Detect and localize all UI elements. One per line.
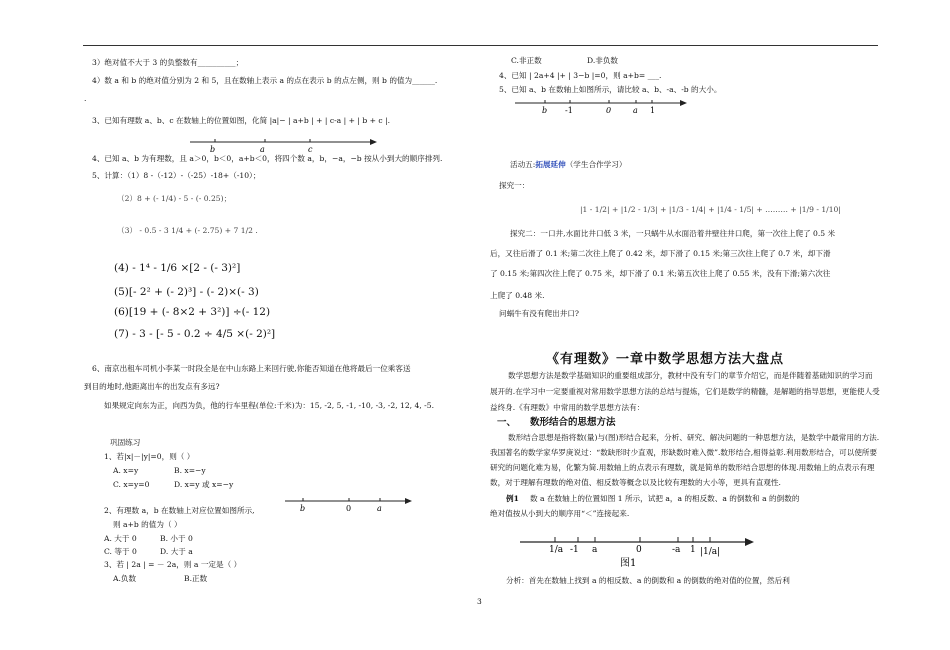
explore-1-label: 探究一： [499, 181, 530, 190]
example-1-text: 数 a 在数轴上的位置如图 1 所示，试把 a，a 的相反数、a 的倒数和 a 的倒数的 [530, 494, 800, 503]
exercise-3-option-b: B.正数 [184, 574, 208, 583]
problem-3: 3、已知有理数 a、b、c 在数轴上的位置如图，化简 |a|− | a+b | + | c-a | + | b + c |. [92, 116, 391, 125]
label-a: a [592, 545, 598, 555]
calc-3: （3） - 0.5 - 3 1/4 + (- 2.75) + 7 1/2 . [117, 226, 258, 235]
number-line-b0a [285, 493, 415, 517]
exercise-1-option-b: B. x=−y [174, 466, 206, 475]
exercise-2-option-b: B. 小于 0 [160, 534, 193, 543]
exercise-1-option-c: C. x=y=0 [113, 480, 150, 489]
explore-2-line1: 探究二：一口井,水面比井口低 3 米，一只蜗牛从水面沿着井壁往井口爬，第一次往上爬了 0.5 米 [510, 229, 836, 238]
exercise-3-option-a: A.负数 [113, 574, 137, 583]
section-title: 《有理数》一章中数学思想方法大盘点 [546, 352, 785, 367]
figure-1-number-line [520, 530, 760, 570]
number-line-b-a [515, 95, 690, 119]
label-a: a [633, 106, 638, 115]
activity-5-heading [510, 159, 626, 170]
numeric-graph-paragraph: 数形结合思想是指将数(量)与(图)形结合起来，分析、研究、解决问题的一种思想方法，是数学中最常用的方法.我国著名的数学家华罗庚说过：“数缺形时少直观，形缺数时难入微”.数形结合,相得益彰.利用数形结合，可以使所要研究的问题化难为易，化繁为简.用数轴上的点表示有理数，就是简单的数形结合思想的体现.用数轴上的点表示有理数，对于理解有理数的绝对值、相反数等概念以及比较有理数的大小等，更具有直观性. [490, 433, 880, 487]
calc-4: (4) - 1⁴ - 1/6 ×[2 - (- 3)²] [114, 262, 241, 274]
exercise-2-option-a: A. 大于 0 [104, 534, 137, 543]
label-a: a [377, 504, 382, 513]
label-a: a [260, 145, 265, 154]
consolidate-heading: 巩固练习 [110, 438, 141, 447]
analysis-text: 分析：首先在数轴上找到 a 的相反数、a 的倒数和 a 的倒数的绝对值的位置，然后利 [506, 576, 790, 585]
right-question-4: 4、已知 | 2a+4 |+ | 3−b |=0，则 a+b= ___. [499, 71, 662, 80]
question-4: 4）数 a 和 b 的绝对值分别为 2 和 5，且在数轴上表示 a 的点在表示 b 的点左侧，则 b 的值为______. [92, 76, 438, 85]
label-abs-1-over-a: |1/a| [700, 547, 721, 557]
figure-caption: 图1 [620, 558, 637, 569]
explore-1-series: |1 - 1/2| + |1/2 - 1/3| + |1/3 - 1/4| + |1/4 - 1/5| + ……… + |1/9 - 1/10| [580, 205, 841, 214]
explore-2-line2: 后，又往后滑了 0.1 米;第二次往上爬了 0.42 米，却下滑了 0.15 米;第三次往上爬了 0.7 米，却下滑 [490, 249, 831, 258]
problem-4: 4、已知 a、b 为有理数，且 a＞0，b＜0，a+b＜0，将四个数 a，b，−a，−b 按从小到大的顺序排列. [92, 154, 443, 163]
label-1: 1 [650, 106, 656, 115]
example-1-label: 例1 [506, 494, 519, 503]
axis-arrow [405, 498, 412, 504]
option-d: D.非负数 [587, 56, 619, 65]
header-rule [83, 45, 878, 46]
calc-5: (5)[- 2² + (- 2)³] - (- 2)×(- 3) [114, 286, 259, 298]
label-b: b [300, 504, 306, 513]
label-neg1: -1 [570, 545, 579, 555]
axis-arrow [680, 100, 687, 106]
problem-6-line1: 6、南京出租车司机小李某一时段全是在中山东路上来回行驶,你能否知道在他将最后一位乘客送 [92, 364, 411, 373]
exercise-1: 1、若|x|－|y|=0，则（ ） [104, 452, 195, 461]
label-neg-a: -a [672, 545, 681, 555]
calc-6: (6)[19 + (- 8×2 + 3²)] ÷(- 12) [114, 306, 271, 318]
problem-6-line2: 到目的地时,他距离出车的出发点有多远? [84, 382, 220, 391]
intro-paragraph: 数学思想方法是数学基础知识的重要组成部分，教材中没有专门的章节介绍它，而是伴随着基础知识的学习而展开的.在学习中一定要重视对常用数学思想方法的总结与提炼，它们是数学的精髓，是解题的指导思想，更能使人受益终身.《有理数》中常用的数学思想方法有： [490, 371, 880, 412]
right-question-5: 5、已知 a、b 在数轴上如图所示，请比较 a、b、-a、-b 的大小。 [499, 85, 722, 94]
problem-6-line3: 如果规定向东为正，向西为负，他的行车里程(单位:千米)为：15, -2, 5, -1, -10, -3, -2, 12, 4, -5. [104, 401, 434, 410]
exercise-2-line1: 2、有理数 a，b 在数轴上对应位置如图所示, [104, 506, 255, 515]
label-b: b [210, 145, 216, 154]
label-0: 0 [606, 106, 612, 115]
exercise-1-option-a: A. x=y [113, 466, 139, 475]
explore-2-line3: 了 0.15 米;第四次往上爬了 0.75 米，却下滑了 0.1 米;第五次往上爬了 0.55 米，没有下滑;第六次往 [490, 269, 831, 278]
option-c: C.非正数 [511, 56, 542, 65]
axis-arrow [370, 139, 377, 145]
exercise-2-line2: 则 a+b 的值为（ ） [113, 520, 182, 529]
problem-5: 5、计算：（1）8 -（-12）-（-25）-18+（-10）； [92, 171, 261, 180]
activity-5-suffix: （学生合作学习） [565, 160, 627, 169]
section-1-title: 数形结合的思想方法 [530, 417, 616, 428]
section-1-number: 一、 [497, 417, 517, 428]
calc-7: (7) - 3 - [- 5 - 0.2 ÷ 4/5 ×(- 2)²] [114, 328, 276, 340]
exercise-2-option-c: C. 等于 0 [104, 547, 137, 556]
explore-2-line4: 上爬了 0.48 米. [490, 291, 545, 300]
question-3: 3）绝对值不大于 3 的负整数有__________； [92, 58, 244, 67]
calc-2: （2）8 + (- 1/4) - 5 - (- 0.25)； [117, 194, 232, 203]
exercise-3: 3、若 | 2a | = － 2a，则 a 一定是（ ） [104, 560, 242, 569]
explore-2-question: 问蜗牛有没有爬出井口? [499, 309, 580, 318]
example-1-text-2: 绝对值按从小到大的顺序用“＜”连接起来. [490, 509, 630, 518]
label-c: c [308, 145, 313, 154]
label-0: 0 [636, 545, 642, 555]
activity-5-title: 拓展延伸 [535, 160, 566, 169]
axis-arrow [745, 538, 754, 546]
exercise-2-option-d: D. 大于 a [160, 547, 193, 556]
label-b: b [542, 106, 548, 115]
label-1-over-a: 1/a [549, 545, 564, 555]
label-neg1: -1 [565, 106, 573, 115]
page-number: 3 [477, 597, 482, 606]
activity-5-prefix: 活动五: [510, 160, 536, 169]
label-1: 1 [690, 545, 696, 555]
stray-dot: . [84, 94, 87, 103]
label-0: 0 [346, 504, 352, 513]
exercise-1-option-d: D. x=y 或 x=−y [174, 480, 234, 489]
